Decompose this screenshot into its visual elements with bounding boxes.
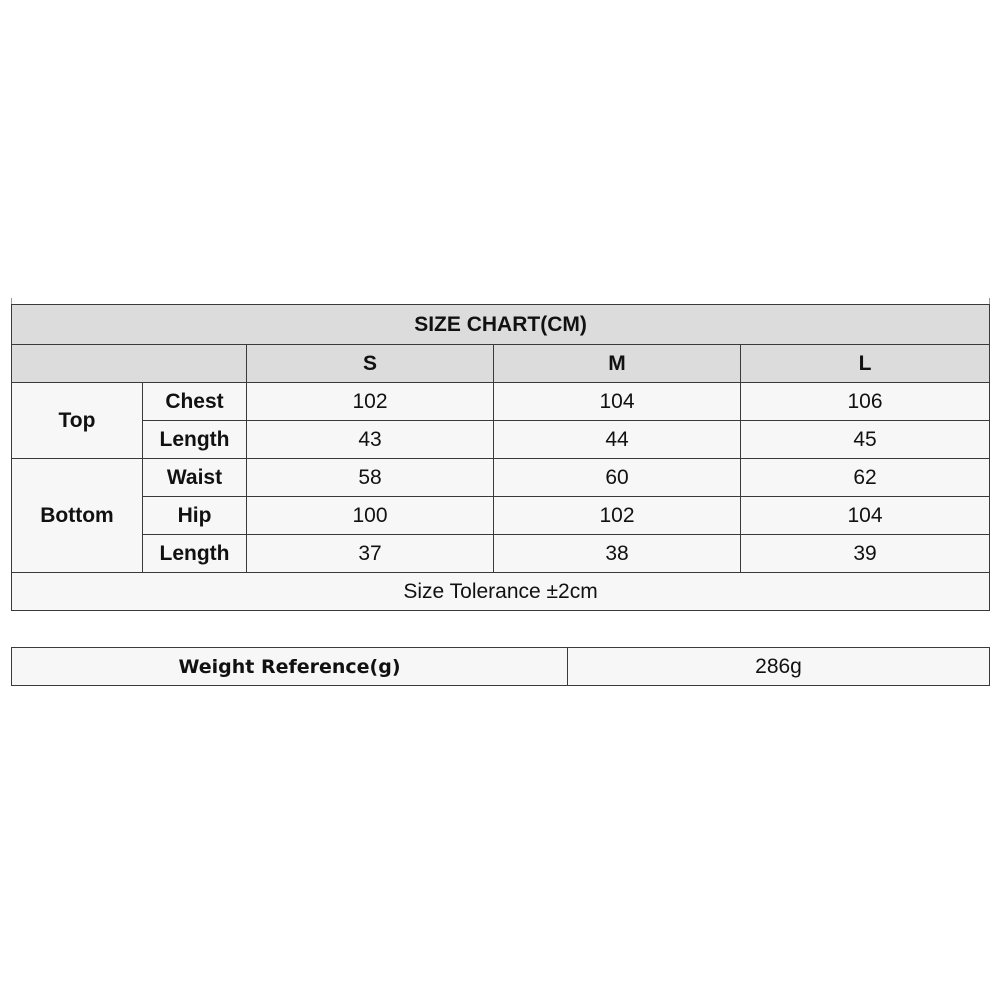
table-row xyxy=(12,535,990,573)
chart-title: SIZE CHART(CM) xyxy=(12,305,990,345)
value-cell: 62 xyxy=(741,459,990,497)
group-label-top: Top xyxy=(12,383,143,459)
value-cell: 58 xyxy=(247,459,494,497)
group-label-bottom: Bottom xyxy=(12,459,143,573)
value-cell: 104 xyxy=(494,383,741,421)
size-header-s: S xyxy=(247,345,494,383)
measure-label: Waist xyxy=(143,459,247,497)
weight-row xyxy=(12,648,990,686)
header-blank-cell xyxy=(12,345,247,383)
value-cell: 45 xyxy=(741,421,990,459)
table-row xyxy=(12,497,990,535)
table-row xyxy=(12,421,990,459)
measure-label: Length xyxy=(143,535,247,573)
size-header-m: M xyxy=(494,345,741,383)
value-cell: 106 xyxy=(741,383,990,421)
size-chart-table xyxy=(11,304,990,611)
title-row xyxy=(12,305,990,345)
value-cell: 38 xyxy=(494,535,741,573)
size-header-l: L xyxy=(741,345,990,383)
value-cell: 100 xyxy=(247,497,494,535)
value-cell: 37 xyxy=(247,535,494,573)
weight-reference-value: 286g xyxy=(568,648,990,686)
table-row xyxy=(12,459,990,497)
tolerance-row xyxy=(12,573,990,611)
size-tolerance-note: Size Tolerance ±2cm xyxy=(12,573,990,611)
value-cell: 60 xyxy=(494,459,741,497)
value-cell: 102 xyxy=(494,497,741,535)
value-cell: 43 xyxy=(247,421,494,459)
table-row xyxy=(12,383,990,421)
measure-label: Chest xyxy=(143,383,247,421)
value-cell: 102 xyxy=(247,383,494,421)
measure-label: Hip xyxy=(143,497,247,535)
weight-reference-label: Weight Reference(g) xyxy=(12,648,568,686)
value-cell: 44 xyxy=(494,421,741,459)
value-cell: 39 xyxy=(741,535,990,573)
weight-reference-table xyxy=(11,647,990,686)
size-header-row xyxy=(12,345,990,383)
measure-label: Length xyxy=(143,421,247,459)
value-cell: 104 xyxy=(741,497,990,535)
